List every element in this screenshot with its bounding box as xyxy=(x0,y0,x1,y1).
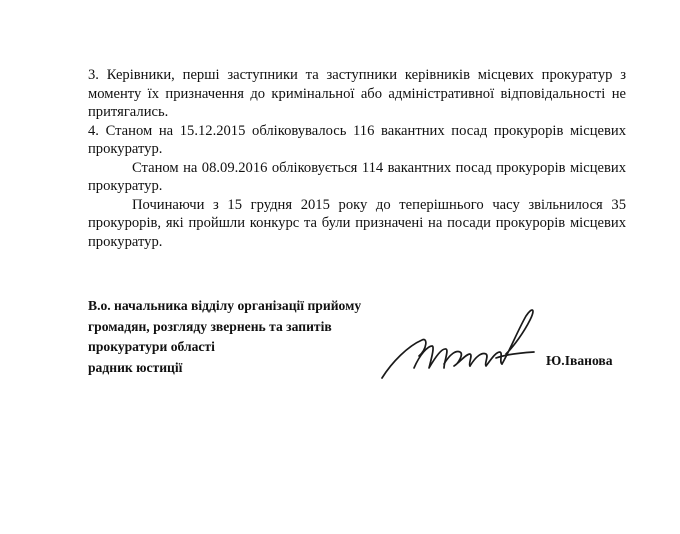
paragraph-4-vacancies-2015: 4. Станом на 15.12.2015 обліковувалось 116 вакантних посад прокурорів місцевих прокуратур. xyxy=(88,122,626,157)
signer-name: Ю.Іванова xyxy=(546,353,613,368)
paragraph-vacancies-2016: Станом на 08.09.2016 обліковується 114 вакантних посад прокурорів місцевих прокуратур. xyxy=(88,159,626,194)
signer-position-line-2: громадян, розгляду звернень та запитів xyxy=(88,318,332,334)
signer-position-line-3: прокуратури області xyxy=(88,339,215,354)
signer-rank: радник юстиції xyxy=(88,359,183,375)
paragraph-dismissed-prosecutors: Починаючи з 15 грудня 2015 року до теперішнього часу звільнилося 35 прокурорів, які пройшли конкурс та були призначені на посади прокурорів місцевих прокуратур. xyxy=(88,196,626,250)
handwritten-signature xyxy=(378,302,546,386)
signature-block xyxy=(88,296,418,378)
paragraph-3-heads-liability: 3. Керівники, перші заступники та заступники керівників місцевих прокуратур з моменту їх призначення до кримінальної або адміністративної відповідальності не притягались. xyxy=(88,67,626,120)
document-body xyxy=(88,66,626,251)
signer-position-line-1: В.о. начальника відділу організації прийому xyxy=(88,298,362,313)
